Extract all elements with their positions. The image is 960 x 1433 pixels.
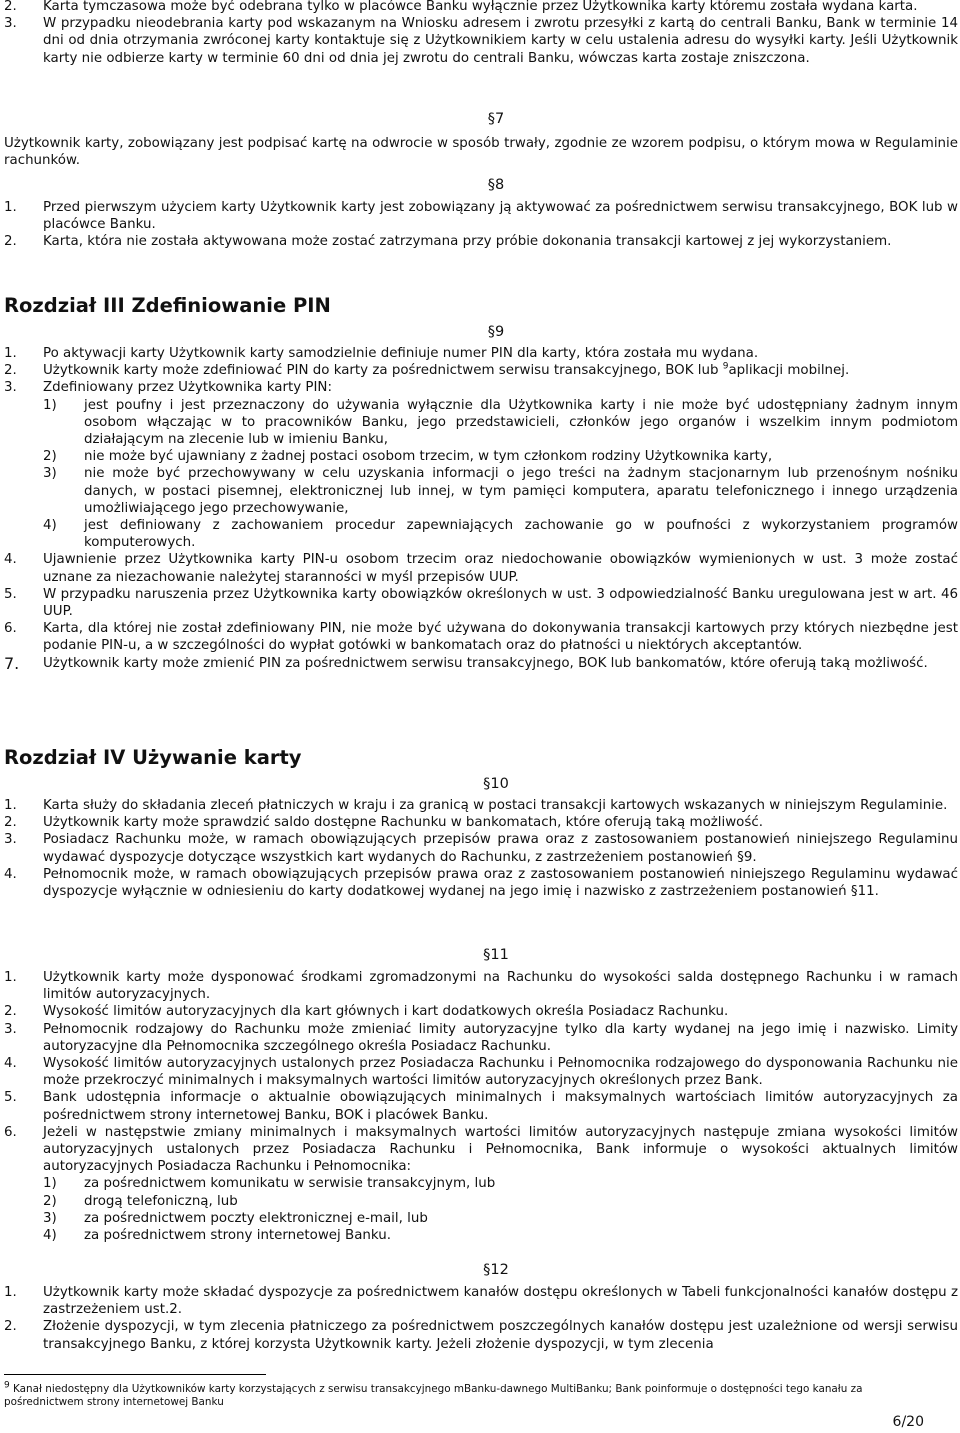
item-text: Wysokość limitów autoryzacyjnych ustalonych przez Posiadacza Rachunku i Pełnomocnika rodzajowego do dysponowania Rachunku nie może przekroczyć minimalnych i maksymalnych wartości limitów autoryzacyjnych określonych przez Bank. <box>43 1056 958 1089</box>
item-number: 3. <box>4 16 17 32</box>
item-text: Po aktywacji karty Użytkownik karty samodzielnie definiuje numer PIN dla karty, która została mu wydana. <box>43 346 759 361</box>
section-list <box>4 199 958 251</box>
section-heading: §8 <box>487 177 505 193</box>
sub-item-number: 1) <box>43 397 57 413</box>
item-text: Użytkownik karty może zmienić PIN za pośrednictwem serwisu transakcyjnego, BOK lub bankomatów, które oferują taką możliwość. <box>43 655 928 671</box>
list-item <box>4 969 958 1003</box>
list-item <box>4 866 958 900</box>
sub-item-text: za pośrednictwem komunikatu w serwisie transakcyjnym, lub <box>84 1176 496 1192</box>
item-text: Bank udostępnia informacje o aktualnie obowiązujących minimalnych i maksymalnych wartościach limitów autoryzacyjnych za pośrednictwem strony internetowej Banku, BOK i placówek Banku. <box>43 1090 958 1123</box>
list-item <box>4 586 958 620</box>
page-number: 6/20 <box>892 1414 924 1430</box>
item-number: 1. <box>4 1285 17 1300</box>
item-text-end: aplikacji mobilnej. <box>728 363 850 379</box>
list-item <box>4 0 958 15</box>
sub-item-text: nie może być przechowywany w celu uzyskania informacji o jego treści na żadnym stacjonarnym lub przenośnym nośniku danych, w postaci pisemnej, elektronicznej lub innej, w tym pamięci komputera, aparatu telefonicznego i innego urządzenia umożliwiającego jego przechowywanie, <box>84 466 958 516</box>
item-text: Karta tymczasowa może być odebrana tylko w placówce Banku wyłącznie przez Użytkownika karty któremu została wydana karta. <box>43 0 918 14</box>
section-list <box>4 797 958 900</box>
sub-item <box>4 1193 958 1210</box>
sub-item-text: za pośrednictwem strony internetowej Banku. <box>84 1228 391 1244</box>
sub-item <box>4 448 958 465</box>
list-item <box>4 831 958 865</box>
item-text: Pełnomocnik może, w ramach obowiązujących przepisów prawa oraz z zastosowaniem postanowień niniejszego Regulaminu wydawać dyspozycje wyłącznie w odniesieniu do karty dodatkowej wydanej na jego imię i nazwisko z zastrzeżeniem postanowień §11. <box>43 866 958 900</box>
list-item <box>4 1284 958 1318</box>
list-item <box>4 345 958 362</box>
footnote <box>4 1380 944 1409</box>
list-item <box>4 379 958 396</box>
list-item <box>4 1089 958 1123</box>
list-item <box>4 1003 958 1020</box>
footnote-text: Kanał niedostępny dla Użytkowników karty korzystających z serwisu transakcyjnego mBanku-dawnego MultiBanku; Bank poinformuje o dostępności tego kanału za pośrednictwem strony internetowej Banku <box>4 1383 863 1408</box>
sub-item <box>4 1227 958 1244</box>
list-item <box>4 233 958 250</box>
item-text: Pełnomocnik rodzajowy do Rachunku może zmieniać limity autoryzacyjne tylko dla karty wydanej na jego imię i nazwisko. Limity autoryzacyjne dla Pełnomocnika szczególnego określa Posiadacz Rachunku. <box>43 1021 958 1054</box>
item-text: Użytkownik karty może dysponować środkami zgromadzonymi na Rachunku do wysokości salda dostępnego Rachunku i w ramach limitów autoryzacyjnych. <box>43 970 958 1003</box>
sub-item-text: za pośrednictwem poczty elektronicznej e-mail, lub <box>84 1210 428 1226</box>
item-text: Ujawnienie przez Użytkownika karty PIN-u osobom trzecim oraz niedochowanie obowiązków wymienionych w ust. 3 może zostać uznane za niezachowanie należytej staranności w myśl przepisów UUP. <box>43 552 958 585</box>
item-number: 2. <box>4 1319 17 1335</box>
item-number: 6. <box>4 1124 17 1140</box>
list-item <box>4 1124 958 1176</box>
list-item <box>4 797 958 814</box>
list-item <box>4 15 958 67</box>
item-number: 2. <box>4 1004 17 1020</box>
item-text: Wysokość limitów autoryzacyjnych dla kart głównych i kart dodatkowych określa Posiadacz Rachunku. <box>43 1004 729 1020</box>
item-number: 1. <box>4 970 17 985</box>
section-list <box>4 1284 958 1353</box>
sub-item <box>4 1210 958 1227</box>
section-heading: §10 <box>483 776 509 792</box>
item-text: Użytkownik karty może zdefiniować PIN do karty za pośrednictwem serwisu transakcyjnego, BOK lub <box>43 363 723 379</box>
footnote-separator <box>4 1374 266 1375</box>
sub-item <box>4 397 958 449</box>
item-number: 2. <box>4 234 17 250</box>
sub-item <box>4 1175 958 1192</box>
chapter-title: Rozdział IV Używanie karty <box>4 746 302 769</box>
item-number: 2. <box>4 815 17 831</box>
sub-item-text: jest definiowany z zachowaniem procedur zapewniających zachowanie go w poufności z wykorzystaniem programów komputerowych. <box>84 518 958 551</box>
item-number: 1. <box>4 346 17 361</box>
list-item <box>4 1055 958 1089</box>
item-text: W przypadku nieodebrania karty pod wskazanym na Wniosku adresem i zwrotu przesyłki z kartą do centrali Banku, Bank w terminie 14 dni od dnia otrzymania zwróconej karty kontaktuje się z Użytkownikiem karty w celu ustalenia adresu do wysyłki karty. Jeśli Użytkownik karty nie odbierze karty w terminie 60 dni od dnia jej zwrotu do centrali Banku, wówczas karta zostaje zniszczona. <box>43 16 958 66</box>
item-number: 6. <box>4 621 17 637</box>
item-number: 1. <box>4 798 17 813</box>
item-number: 1. <box>4 200 17 215</box>
item-text: Karta służy do składania zleceń płatniczych w kraju i za granicą w postaci transakcji kartowych wskazanych w niniejszym Regulaminie. <box>43 798 948 813</box>
list-item <box>4 814 958 831</box>
item-text: Jeżeli w następstwie zmiany minimalnych i maksymalnych wartości limitów autoryzacyjnych następuje zmiana wysokości limitów autoryzacyjnych ustalonych przez Posiadacza Rachunku i Pełnomocnika, Bank informuje o wysokości aktualnych limitów autoryzacyjnych Posiadacza Rachunku i Pełnomocnika: <box>43 1124 958 1175</box>
list-item <box>4 551 958 585</box>
item-text: Zdefiniowany przez Użytkownika karty PIN: <box>43 380 332 396</box>
list-item <box>4 362 958 379</box>
sub-item-number: 2) <box>43 1193 57 1209</box>
sub-item-number: 4) <box>43 1228 57 1244</box>
paragraph: Użytkownik karty, zobowiązany jest podpisać kartę na odwrocie w sposób trwały, zgodnie ze wzorem podpisu, o którym mowa w Regulaminie rachunków. <box>4 136 958 169</box>
item-number: 3. <box>4 380 17 396</box>
item-number: 4. <box>4 1056 17 1072</box>
footnote-ref: 9 <box>722 361 729 372</box>
sub-item-number: 4) <box>43 518 57 534</box>
item-number: 3. <box>4 832 17 848</box>
item-number: 2. <box>4 363 17 379</box>
item-number: 7. <box>4 653 20 673</box>
item-text: Użytkownik karty może składać dyspozycje za pośrednictwem kanałów dostępu określonych w Tabeli funkcjonalności kanałów dostępu z zastrzeżeniem ust.2. <box>43 1285 958 1318</box>
list-item <box>4 1021 958 1055</box>
sub-item-number: 3) <box>43 1210 57 1226</box>
item-text: Użytkownik karty może sprawdzić saldo dostępne Rachunku w bankomatach, które oferują taką możliwość. <box>43 815 763 831</box>
sub-item <box>4 465 958 517</box>
sub-item-number: 3) <box>43 466 57 482</box>
item-number: 4. <box>4 552 17 568</box>
sub-item <box>4 517 958 551</box>
section-heading: §11 <box>483 947 509 963</box>
footnote-mark: 9 <box>4 1380 10 1391</box>
section-heading: §7 <box>487 111 505 127</box>
sub-item-text: nie może być ujawniany z żadnej postaci osobom trzecim, w tym członkom rodziny Użytkownika karty, <box>84 449 773 465</box>
list-item <box>4 655 958 672</box>
item-text: Posiadacz Rachunku może, w ramach obowiązujących przepisów prawa oraz z zastosowaniem postanowień niniejszego Regulaminu wydawać dyspozycje dotyczące wszystkich kart wydanych do Rachunku, z zastrzeżeniem postanowień §9. <box>43 832 958 865</box>
top-list <box>4 0 958 67</box>
sub-item-text: jest poufny i jest przeznaczony do używania wyłącznie dla Użytkownika karty i nie może być udostępniany żadnym innym osobom włączając w to pracowników Banku, jego przedstawicieli, członków jego organów i wszelkim innym podmiotom działającym na zlecenie lub w imieniu Banku, <box>84 397 958 448</box>
item-number: 3. <box>4 1021 17 1037</box>
list-item <box>4 620 958 654</box>
list-item <box>4 199 958 233</box>
list-item <box>4 1318 958 1352</box>
item-number: 5. <box>4 586 17 602</box>
section-list <box>4 969 958 1244</box>
sub-item-number: 2) <box>43 449 57 465</box>
section-list <box>4 345 958 672</box>
section-heading: §12 <box>483 1262 509 1278</box>
chapter-title: Rozdział III Zdefiniowanie PIN <box>4 294 331 317</box>
sub-item-number: 1) <box>43 1176 57 1192</box>
item-text: W przypadku naruszenia przez Użytkownika karty obowiązków określonych w ust. 3 odpowiedzialność Banku uregulowana jest w art. 46 UUP. <box>43 586 958 620</box>
item-number: 4. <box>4 866 17 882</box>
item-text: Karta, która nie została aktywowana może zostać zatrzymana przy próbie dokonania transakcji kartowej z jej wykorzystaniem. <box>43 234 892 250</box>
item-number: 2. <box>4 0 17 14</box>
item-text: Złożenie dyspozycji, w tym zlecenia płatniczego za pośrednictwem poszczególnych kanałów dostępu jest uzależnione od wersji serwisu transakcyjnego Banku, z której korzysta Użytkownik karty. Jeżeli złożenie dyspozycji, w tym zlecenia <box>43 1319 958 1352</box>
section-heading: §9 <box>487 324 505 340</box>
item-text: Przed pierwszym użyciem karty Użytkownik karty jest zobowiązany ją aktywować za pośrednictwem serwisu transakcyjnego, BOK lub w placówce Banku. <box>43 200 958 233</box>
item-number: 5. <box>4 1090 17 1106</box>
item-text: Karta, dla której nie został zdefiniowany PIN, nie może być używana do dokonywania transakcji kartowych przy których niezbędne jest podanie PIN-u, a w szczególności do wypłat gotówki w bankomatach oraz do płatności u niektórych akceptantów. <box>43 621 958 654</box>
sub-item-text: drogą telefoniczną, lub <box>84 1193 238 1209</box>
